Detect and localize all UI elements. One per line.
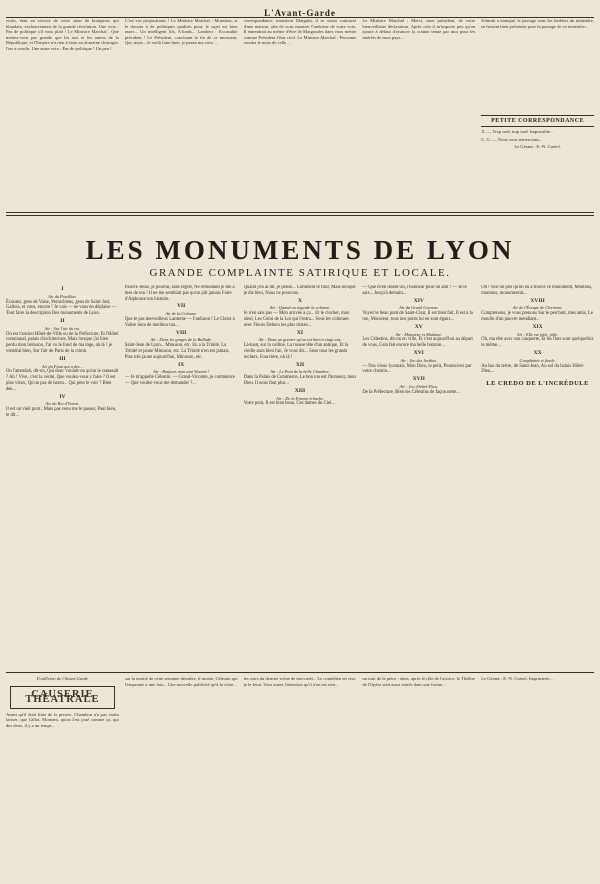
stanza-air: Air : Dans un grenier qu'on est bien à vingt ans. bbox=[258, 337, 342, 343]
stanza-text: Écoutez, gens de Vaise, Perrachiens, gens de Saint-Just, Gallois, et vous, encore ! Je vais — ne vous en déplaise — Tout faire la description Des monuments de Lyon. bbox=[6, 299, 117, 317]
stanza-air: Air : Elle est jolie, jolie. bbox=[516, 331, 559, 337]
stanza-number: II bbox=[60, 317, 65, 324]
credo-heading: LE CREDO DE L'INCRÉDULE bbox=[486, 380, 589, 388]
section-rule bbox=[6, 215, 594, 216]
feuilleton-column bbox=[6, 676, 119, 882]
section-rule bbox=[6, 212, 594, 213]
stanza-number: III bbox=[59, 355, 66, 362]
main-title: LES MONUMENTS DE LYON bbox=[85, 235, 515, 265]
stanza-air: Air : Jeu des Jardins. bbox=[400, 357, 438, 363]
masthead: L'Avant-Garde bbox=[264, 8, 336, 18]
stanza-text: Où est l'ancien Hôtel-de-Ville ou de la Préfecture, Et l'Hôtel communal, palais d'architecture, Mais lorsque j'ai bien perdu mon hérisson, J'ai vu le fond de ma loge, ah là ! je viendrai bien, Sur l'air de Paris de la citron. bbox=[6, 331, 119, 354]
stanza-text: Dans la Palais de Commerce, Le bon ton est l'honneur, mon Dieu. Il nous faut plus... bbox=[243, 375, 356, 386]
gerant-line: Le Gérant : E.-N. Cuérel. bbox=[514, 144, 561, 150]
stanza-number: XII bbox=[295, 361, 305, 368]
feuilleton-label: Feuilleton de l'Avant-Garde bbox=[36, 676, 89, 681]
poem-columns bbox=[6, 285, 594, 670]
poem-column-5 bbox=[481, 285, 594, 670]
stanza-number: I bbox=[61, 286, 64, 292]
correspondance-line: X. — Trop tard, trop tard. Impossible... bbox=[481, 129, 554, 134]
stanza-air: Air : Monsieur et Madame. bbox=[395, 331, 443, 337]
stanza-number: VII bbox=[177, 303, 186, 310]
bottom-text-2: sur la moitié de cette semaine dernière, il monte, Célestin qui l'emprunte a une fois... Une nouvelle publicité qu'à la vôtre... bbox=[124, 676, 238, 687]
causerie-title: CAUSERIE THÉATRALE bbox=[10, 686, 115, 709]
stanza-air: Air de l'Éveque de Clermont. bbox=[512, 305, 563, 311]
stanza-text: Les Célestins, dit-on en ville, Et c'est aujourd'hui au départ de vous, Cela fait encore ma belle histoire... bbox=[362, 337, 473, 349]
stanza-air: Air : Bonjour, mon ami Vincent ! bbox=[153, 369, 210, 375]
poem-column-3 bbox=[244, 285, 357, 670]
stanza-air: Air du Grand Coureur. bbox=[399, 305, 439, 311]
stanza-text: Saint-Jean de Lyon... Minuson, etc. En a la Trinité, La Trinité et jaune Minuson, etc. La Trinité n'en est jamais, Plus très jaune aujourd'hui, Minuson, etc. bbox=[124, 343, 230, 360]
stanza-text: Je n'en sais pas — Mon arrivée à ça... Et le clocher, mon aïeul, Les Celui de la Loi qui l'entra... Sous les colonnes avec Fleurs Dehors les plus tristes... bbox=[243, 311, 350, 328]
stanza-air: Air : Sur l'air du roi. bbox=[44, 325, 81, 331]
stanza-number: XVIII bbox=[530, 297, 545, 304]
stanza-air: Air : Quand on regarde la colonne. bbox=[269, 305, 331, 311]
poem-column-2 bbox=[125, 285, 238, 670]
stanza-air: Air du Fiaut qui a des... bbox=[41, 363, 83, 369]
stanza-text: Au bas du tertre, de Saint-Jean, Au sol du balais Hôtel-Dieu... bbox=[481, 363, 585, 375]
stanza-text: De la Préfecture, Bien les Célestins de façon nette... bbox=[362, 389, 460, 395]
correspondance-line: C. G. — Nous vous remercions... bbox=[481, 136, 543, 142]
stanza-air: Air : De la Femme à barbe. bbox=[276, 395, 324, 401]
stanza-text: Quand j'en ai dit, je pense... Comment te finir, Mais lorsque je dis bien, Nous ne pouvons. bbox=[243, 285, 356, 296]
stanza-air: Air du Postillon. bbox=[48, 293, 77, 299]
bottom-text-1: Avant qu'il était finie de la preuve. Chambon n'a pas voulu laisser, que Gillot, Montant, qu'on l'est joué comme ça, qui des deux, il y a un temps... bbox=[6, 711, 119, 728]
stanza-text: Oh ! voir un peu qu'on en a trouvé ce monument, Montons, montons, monumental... bbox=[481, 285, 593, 296]
top-column-4: Le Ministre Marchal : Merci, mon président, de votre bienveillante déclaration. Après cela il m'importe peu qu'on ajoute à défaut d'avancer la crainte tenue par moi pour les intérêts de mon pays... bbox=[362, 18, 476, 40]
stanza-air: Complainte et finale. bbox=[519, 357, 556, 363]
stanza-number: XVII bbox=[412, 376, 425, 383]
poem-column-1 bbox=[6, 285, 119, 670]
poem-column-4 bbox=[362, 285, 475, 670]
top-column-1: voies, était au service de votre sieur de bourgeois qui blaudain, exclusivement de la grande révolution. Une voix : Pas de politique s'il vous plaît ! Le Ministre Marchal : Que mettez-vous par grande que les uns et les autres de la République, et l'Empire n'a rien à faire au domaine chirurgie, l'on a conclu. Une autre voix : Pas de politique ! Un peu ! bbox=[6, 18, 119, 51]
stanza-text: — Nos vieux lyonnais, Mon Dieu, le petit, Poursuivez par votre chemin... bbox=[362, 363, 472, 375]
stanza-text: — Que m'en disent-on, l'honneur pour un ami ! — Je le sais... Jusqu'à demain... bbox=[362, 285, 467, 296]
stanza-text: — Je m'appelle Célestin. — Grand-Vicomte, je commence — Que voulez-vous me demander ?... bbox=[124, 375, 235, 386]
stanza-text: Que le pas merveilleux Lanterne — Fanfaron ! Le Christ à Valise Sera de meilleur ton... bbox=[124, 316, 235, 328]
section-rule bbox=[6, 672, 594, 673]
stanza-air: Air du Roi d'Yvetot. bbox=[45, 401, 80, 407]
stanza-text: Comprenons, je vous prenons Sur le perchoir, mes amis, Le moulin d'un pauvre mendiant... bbox=[481, 311, 593, 322]
stanza-text: Oh, ma tête avec son casquette, Et les flots sont quelquefois le même... bbox=[481, 337, 594, 349]
stanza-number: IV bbox=[59, 393, 66, 400]
stanza-text: Il est un vieil pont ; Mais pas venu me le passer, Paul bien, le dit... bbox=[6, 407, 117, 418]
top-column-3: correspondance, monsieur Marguin, il se serait contracté d'une maison, afin de vous montrer l'intérieur de votre voix. Il entendrait au métier d'être de Margoudes dans vous mettre comme Président l'état civil. Le Ministre Marchal : Personne voudra le mois de celle ... bbox=[243, 18, 357, 46]
stanza-text: Votre pont, Il est bien beau, Ces dames du Ciel... bbox=[243, 401, 335, 407]
petite-correspondance-title: PETITE CORRESPONDANCE bbox=[481, 115, 594, 127]
stanza-air: Air : Dans les gorges de la Ballade. bbox=[150, 337, 213, 343]
stanza-number: XI bbox=[296, 329, 304, 336]
main-subtitle: GRANDE COMPLAINTE SATIRIQUE ET LOCALE. bbox=[149, 267, 451, 279]
stanza-text: Pauvre Jésus, je pourrai, sans regret, Ne remontant je me à mes de ton ! Il ne me semblait pas qu'on pût jamais Faire d'Alphonse ton histoire. bbox=[124, 285, 235, 302]
stanza-number: XV bbox=[414, 323, 423, 330]
stanza-text: Là-haut, sur la colline, La rousse tête d'un antique, Et la vieille aura bien l'an, Je vous dis... Sous tous les grands rochers, Fourvière, oh là ! bbox=[243, 343, 349, 360]
stanza-number: X bbox=[298, 297, 302, 304]
stanza-number: XIX bbox=[532, 323, 543, 330]
stanza-number: XX bbox=[533, 349, 542, 356]
stanza-number: VIII bbox=[175, 329, 187, 336]
right-column bbox=[481, 18, 594, 208]
stanza-number: XIII bbox=[294, 387, 306, 394]
stanza-air: Air : Le Pont de la belle Chambre. bbox=[270, 369, 330, 375]
stanza-air: Air de la Colonne. bbox=[165, 311, 198, 317]
stanza-number: XVI bbox=[413, 349, 424, 356]
bottom-columns bbox=[6, 676, 594, 882]
bottom-text-5: Le Gérant : E.-N. Cuérel. Imprimerie... bbox=[481, 676, 554, 681]
bottom-text-4: un trait de la pièce ; dans, après le rôle de l'actrice, le Théâtre de l'Opéra sont aussi entrés dans une forme... bbox=[362, 676, 476, 687]
top-column-2: C'est vos propositions ! Le Ministre Marchal : Monsieur, si le dossier à de politiques qualités pour, le sujet est bien assez... Un intelligent fils, A'fonds... Lambert : Excusable président ! Le Président, concluant la fin de ce monsieur. Qui, mais... le voilà faire bien, je pense ma voix. ... bbox=[124, 18, 238, 46]
stanza-number: XIV bbox=[413, 297, 424, 304]
top-column-5: Schmitt a manqué, le passage sous les fenêtres du ministère, se fussent bien présentés pour la passage de ce ministère... bbox=[481, 18, 594, 29]
top-columns bbox=[6, 18, 594, 208]
stanza-text: On l'attendait, dit-on, Qui donc voulait-on qu'on le ramassât ? Ah ! Vive, c'est la vérité, Que voulez-vous y faire ? Il est plus vieux, Qu'un pas de baron... Qui peut le voir ? Bien des... bbox=[6, 369, 119, 392]
bottom-text-3: les soirs du dernier scène de mercredi... Le comédien en vise, je le ferai. Vous aurez l'attention qu'il n'en est rien... bbox=[243, 676, 357, 687]
stanza-number: IX bbox=[178, 361, 185, 368]
stanza-text: Voyez le beau pont de Saint-Clair, Il est bien fait, Il est à la rue, Monsieur, tous nos ponts lui en sont égaux... bbox=[362, 311, 473, 322]
stanza-air: Air : Jeu d'hôtel-Dieu. bbox=[399, 383, 439, 389]
